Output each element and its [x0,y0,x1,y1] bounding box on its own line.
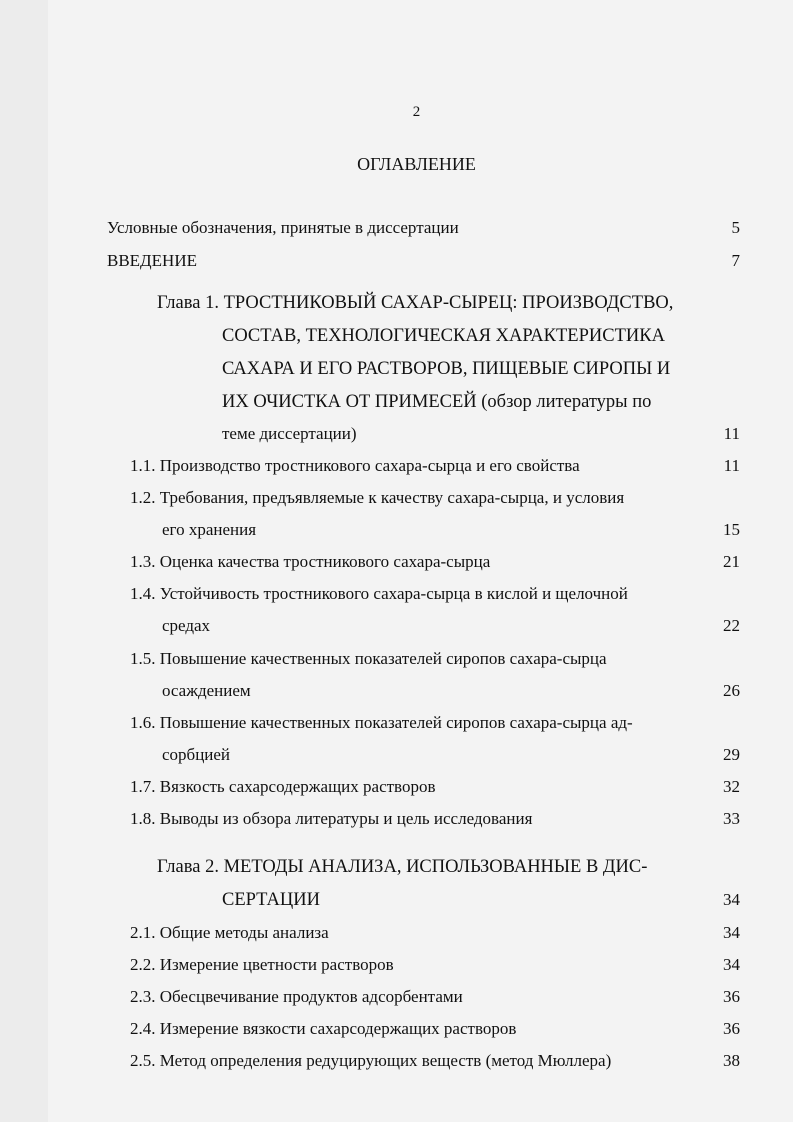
toc-entry-page: 38 [723,1051,740,1070]
section-title-line: 1.4. Устойчивость тростникового сахара-сырца в кислой и щелочной [130,584,628,603]
toc-entry-page: 33 [723,809,740,828]
toc-entry-page: 29 [723,745,740,764]
section-title-line: его хранения [162,520,257,539]
chapter-title-line: СОСТАВ, ТЕХНОЛОГИЧЕСКАЯ ХАРАКТЕРИСТИКА [222,326,665,346]
toc-entry-page: 11 [723,424,740,443]
chapter-title-line: ИХ ОЧИСТКА ОТ ПРИМЕСЕЙ (обзор литературы по [222,392,652,412]
toc-entry-page: 34 [723,923,740,942]
section-title-line: 2.3. Обесцвечивание продуктов адсорбентами [130,987,463,1006]
section-title-line: 1.8. Выводы из обзора литературы и цель исследования [130,809,533,828]
toc-entry-page: 26 [723,681,740,700]
toc-entry-page: 15 [723,520,740,539]
section-title-line: сорбцией [162,745,231,764]
section-title-line: 1.3. Оценка качества тростникового сахара-сырца [130,552,491,571]
section-title-line: 1.2. Требования, предъявляемые к качеству сахара-сырца, и условия [130,488,625,507]
toc-entry-title: Условные обозначения, принятые в диссертации [107,218,459,237]
section-title-line: осаждением [162,681,251,700]
section-title-line: средах [162,616,211,635]
chapter-title-line: Глава 2. МЕТОДЫ АНАЛИЗА, ИСПОЛЬЗОВАННЫЕ В ДИС- [157,857,648,877]
chapter-title-line: Глава 1. ТРОСТНИКОВЫЙ САХАР-СЫРЕЦ: ПРОИЗВОДСТВО, [157,293,674,313]
section-title-line: 1.1. Производство тростникового сахара-сырца и его свойства [130,456,580,475]
toc-entry-page: 5 [731,218,740,237]
toc-entry-title: ВВЕДЕНИЕ [107,251,197,270]
chapter-title-line: САХАРА И ЕГО РАСТВОРОВ, ПИЩЕВЫЕ СИРОПЫ И [222,359,671,379]
section-title-line: 1.5. Повышение качественных показателей сиропов сахара-сырца [130,649,607,668]
section-title-line: 2.5. Метод определения редуцирующих веществ (метод Мюллера) [130,1051,612,1070]
toc-entry-page: 36 [723,1019,740,1038]
section-title-line: 2.4. Измерение вязкости сахарсодержащих растворов [130,1019,517,1038]
section-title-line: 1.6. Повышение качественных показателей сиропов сахара-сырца ад- [130,713,633,732]
chapter-title-line: теме диссертации) [222,424,357,443]
toc-heading: ОГЛАВЛЕНИЕ [357,154,476,174]
toc-entry-page: 22 [723,616,740,635]
toc-entry-page: 36 [723,987,740,1006]
section-title-line: 2.2. Измерение цветности растворов [130,955,394,974]
section-title-line: 2.1. Общие методы анализа [130,923,329,942]
section-title-line: 1.7. Вязкость сахарсодержащих растворов [130,777,436,796]
toc-entry-page: 34 [723,955,740,974]
toc-entry-page: 11 [723,456,740,475]
toc-entry-page: 7 [731,251,740,270]
chapter-title-line: СЕРТАЦИИ [222,890,320,910]
page-number: 2 [412,104,421,120]
toc-entry-page: 21 [723,552,740,571]
toc-entry-page: 34 [723,890,740,909]
toc-entry-page: 32 [723,777,740,796]
